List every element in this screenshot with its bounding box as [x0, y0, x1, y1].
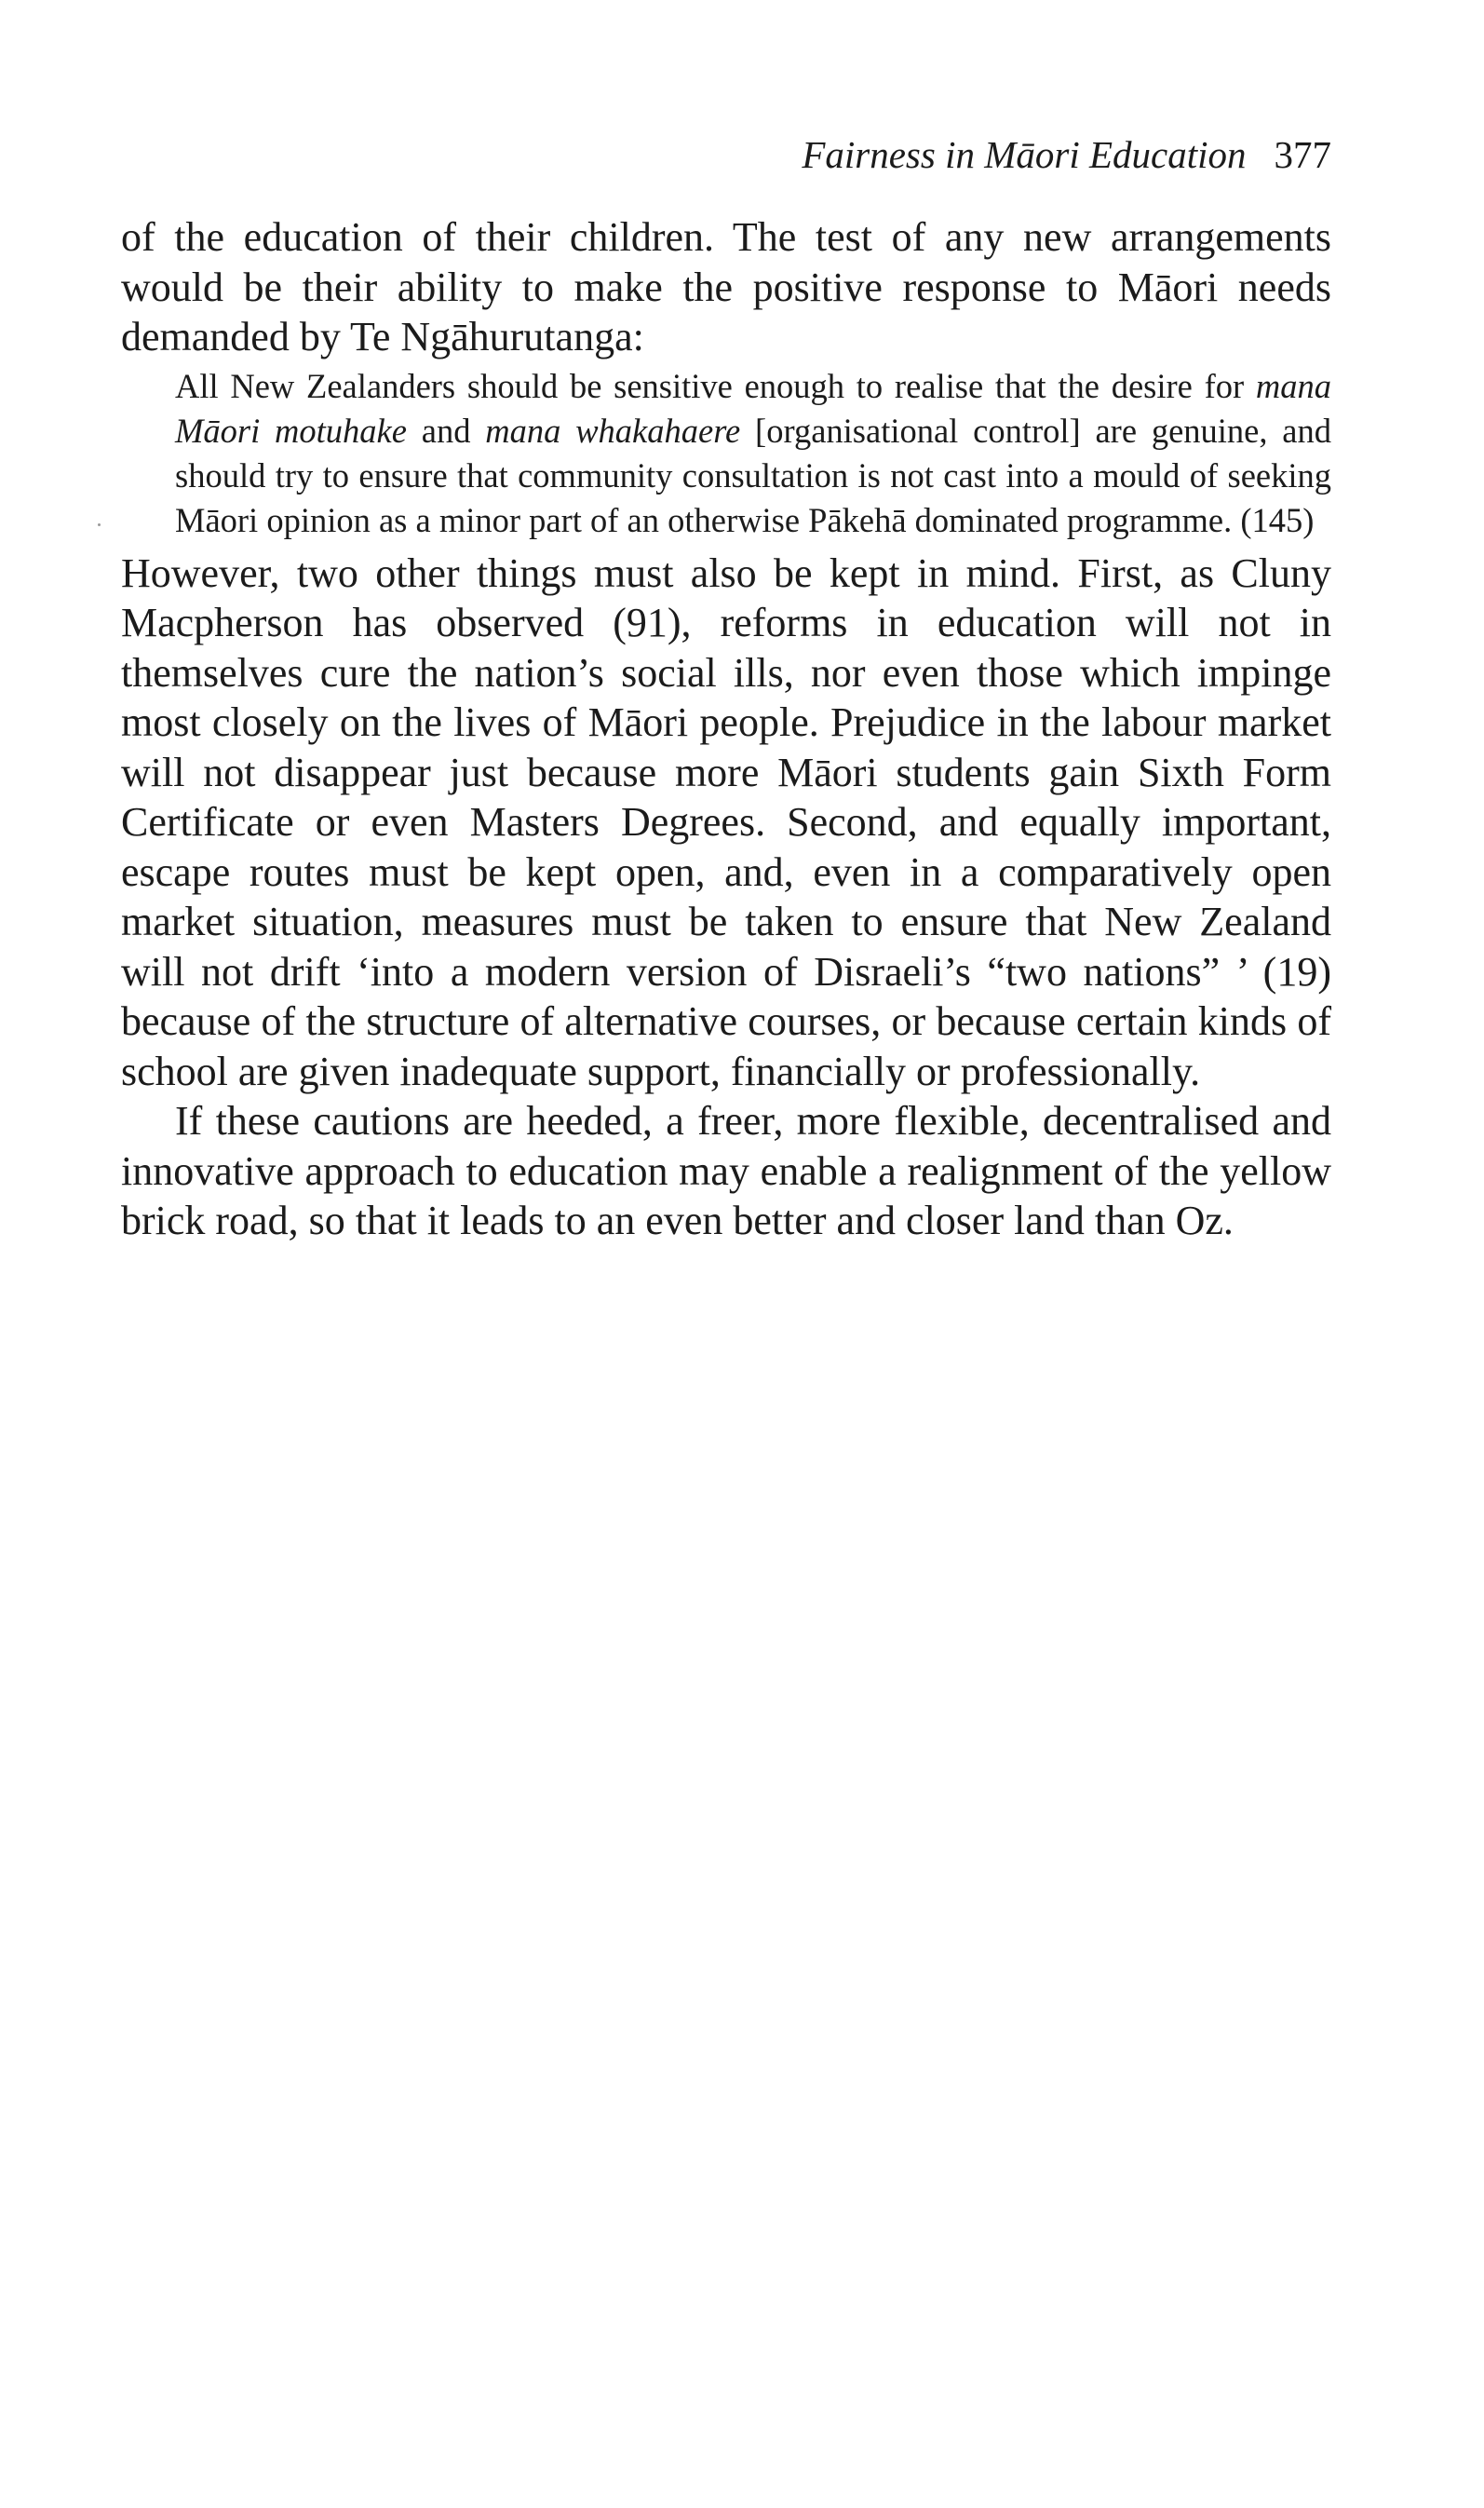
- quote-text-1: All New Zealanders should be sensitive enough to realise that the desire for: [175, 366, 1256, 405]
- paragraph-continued: of the education of their children. The test of any new arrangements would be their ability to make the positive response to Māori needs demanded by Te Ngāhurutanga:: [121, 214, 1331, 359]
- paragraph-conclusion: If these cautions are heeded, a freer, more flexible, decentralised and innovative approach to education may enable a realignment of the yellow brick road, so that it leads to an even better and closer land than Oz.: [121, 1098, 1331, 1243]
- quote-text-3: [organisational control] are genuine, and should try to ensure that community consultation is not cast into a mould of seeking Māori opinion as a minor part of an otherwise Pākehā dominated programme. (145): [175, 411, 1332, 539]
- quote-term-mana-maori-motuhake: mana Māori motuhake: [175, 366, 1331, 450]
- block-quote: [121, 364, 1331, 543]
- page-number: 377: [1274, 133, 1331, 176]
- running-title: Fairness in Māori Education: [802, 133, 1247, 176]
- body-text: [121, 212, 1331, 1246]
- quote-term-mana-whakahaere: mana whakahaere: [485, 411, 741, 450]
- quote-text-2: and: [406, 411, 486, 450]
- running-head: [121, 129, 1331, 181]
- scan-speck: [98, 523, 101, 526]
- paragraph-however: However, two other things must also be kept in mind. First, as Cluny Macpherson has observed (91), reforms in education will not in themselves cure the nation’s social ills, nor even those which impinge most closely on the lives of Māori people. Prejudice in the labour market will not disappear just because more Māori students gain Sixth Form Certificate or even Masters Degrees. Second, and equally important, escape routes must be kept open, and, even in a comparatively open market situation, measures must be taken to ensure that New Zealand will not drift ‘into a modern version of Disraeli’s “two nations” ’ (19) because of the structure of alternative courses, or because certain kinds of school are given inadequate support, financially or professionally.: [121, 549, 1331, 1094]
